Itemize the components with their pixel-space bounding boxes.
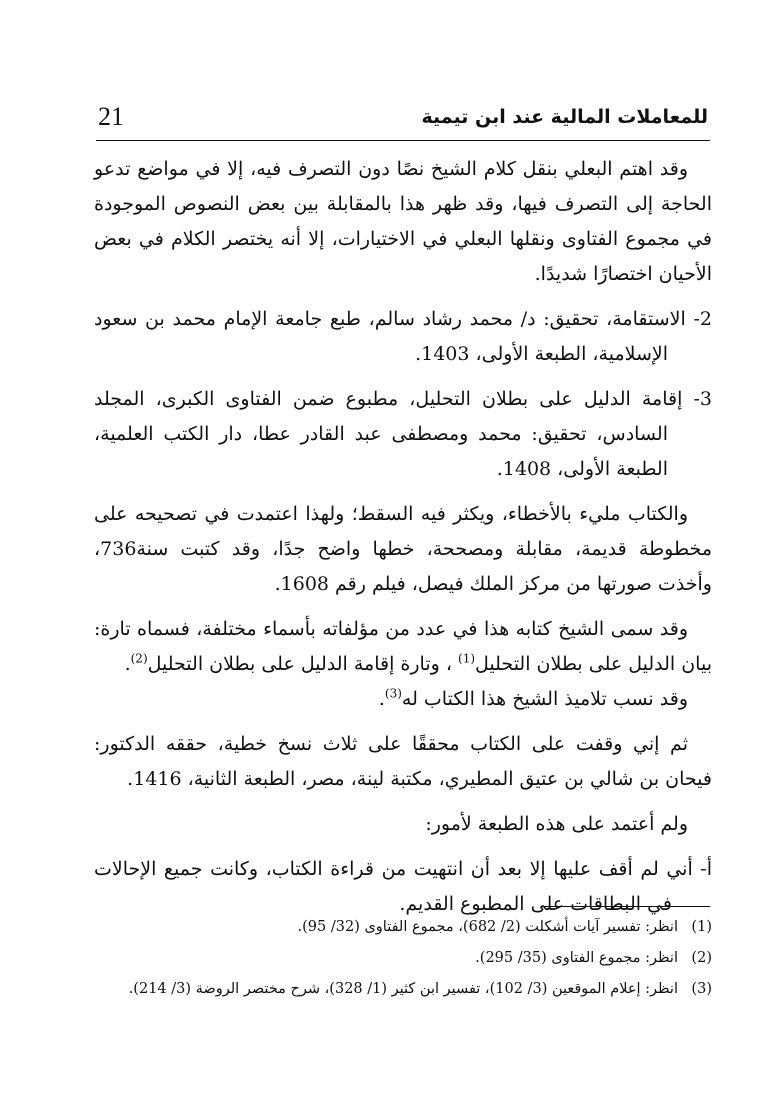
footnote-text: انظر: مجموع الفتاوى (35/ 295). [475, 950, 678, 966]
paragraph-text: وقد سمى الشيخ كتابه هذا في عدد من مؤلفاته بأسماء مختلفة، فسماه تارة: بيان الدليل على بطلان التحليل [94, 618, 712, 675]
footnote-number: (3) [691, 981, 712, 997]
paragraph [94, 612, 712, 682]
list-item: أ- أني لم أقف عليها إلا بعد أن انتهيت من قراءة الكتاب، وكانت جميع الإحالات في البطاقات على المطبوع القديم. [94, 858, 712, 915]
paragraph: ثم إني وقفت على الكتاب محققًا على ثلاث نسخ خطية، حققه الدكتور: فيحان بن شالي بن عتيق المطيري، مكتبة لينة، مصر، الطبعة الثانية، 1416. [94, 733, 712, 790]
list-item: 2- الاستقامة، تحقيق: د/ محمد رشاد سالم، طبع جامعة الإمام محمد بن سعود الإسلامية، الطبعة الأولى، 1403. [94, 308, 712, 365]
footnote [94, 943, 712, 974]
footnote-separator [544, 906, 710, 907]
running-title: للمعاملات المالية عند ابن تيمية [421, 106, 708, 128]
footnote [94, 974, 712, 1005]
footnote-ref: (1) [458, 651, 476, 666]
footnote-ref: (2) [130, 651, 148, 666]
footnote [94, 912, 712, 943]
paragraph-text: ، وتارة إقامة الدليل على بطلان التحليل [147, 653, 458, 675]
list-item: 3- إقامة الدليل على بطلان التحليل، مطبوع ضمن الفتاوى الكبرى، المجلد السادس، تحقيق: محمد ومصطفى عبد القادر عطا، دار الكتب العلمية، الطبعة الأولى، 1408. [94, 388, 712, 480]
footnote-ref: (3) [384, 686, 402, 701]
paragraph [94, 682, 712, 717]
footnote-text: انظر: إعلام الموقعين (3/ 102)، تفسير ابن كثير (1/ 328)، شرح مختصر الروضة (3/ 214). [128, 981, 678, 997]
paragraph-text: وقد نسب تلاميذ الشيخ هذا الكتاب له [401, 688, 688, 710]
page-header [96, 100, 710, 141]
main-text [94, 152, 712, 932]
paragraph-text: . [124, 653, 131, 675]
paragraph: والكتاب مليء بالأخطاء، ويكثر فيه السقط؛ ولهذا اعتمدت في تصحيحه على مخطوطة قديمة، مقابلة ومصححة، خطها واضح جدًا، وقد كتبت سنة736، وأخذت صورتها من مركز الملك فيصل، فيلم رقم 1608. [94, 503, 712, 595]
paragraph: ولم أعتمد على هذه الطبعة لأمور: [425, 813, 688, 835]
footnote-text: انظر: تفسير آيات أشكلت (2/ 682)، مجموع الفتاوى (32/ 95). [297, 919, 678, 935]
page-number: 21 [98, 102, 124, 131]
footnote-number: (2) [691, 950, 712, 966]
paragraph: وقد اهتم البعلي بنقل كلام الشيخ نصًا دون التصرف فيه، إلا في مواضع تدعو الحاجة إلى التصرف فيها، وقد ظهر هذا بالمقابلة بين بعض النصوص الموجودة في مجموع الفتاوى ونقلها البعلي في الاختيارات، إلا أنه يختصر الكلام في بعض الأحيان اختصارًا شديدًا. [94, 158, 712, 285]
footnotes [94, 912, 712, 1005]
footnote-number: (1) [691, 919, 712, 935]
paragraph-text: . [378, 688, 385, 710]
